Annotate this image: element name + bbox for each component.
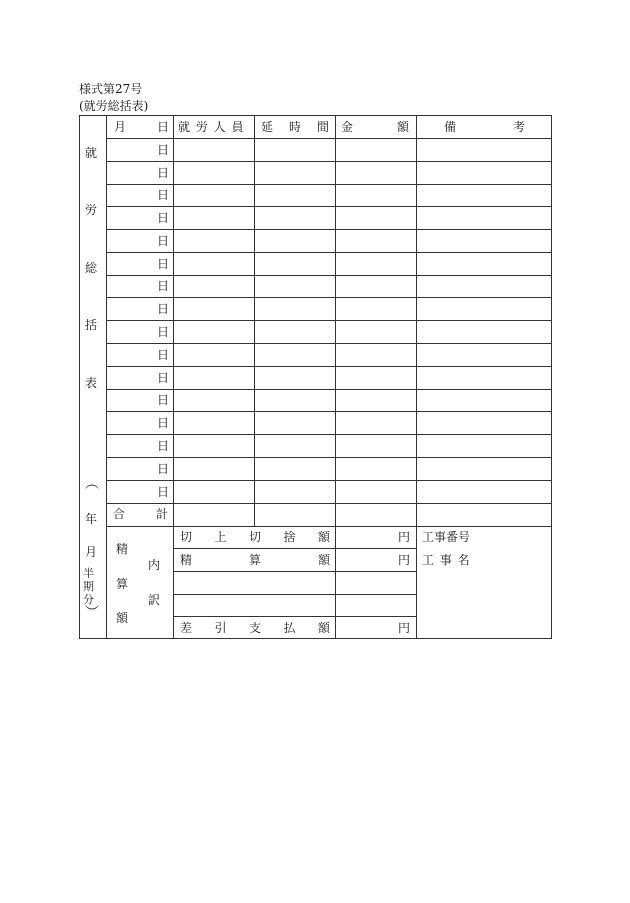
form-border-right [551, 115, 552, 639]
rounding-char: 切 [180, 530, 193, 544]
side-label-char: 総 [85, 261, 98, 275]
settlement-row-line [173, 548, 417, 549]
header-month: 月 [114, 120, 127, 134]
day-label: 日 [157, 211, 170, 225]
row-line [106, 252, 552, 253]
day-label: 日 [157, 188, 170, 202]
day-label: 日 [157, 143, 170, 157]
side-label-char: 労 [85, 203, 98, 217]
day-label: 日 [157, 325, 170, 339]
header-workers: 就 労 人 員 [178, 120, 245, 134]
header-day: 日 [157, 120, 170, 134]
row-line [106, 161, 552, 162]
row-line [106, 297, 552, 298]
rounding-char: 切 [248, 530, 261, 544]
row-line [106, 411, 552, 412]
row-line [106, 229, 552, 230]
row-line [106, 366, 552, 367]
row-line [106, 457, 552, 458]
period-label: 期 [83, 580, 94, 593]
divider-side-column [106, 115, 107, 639]
side-label [80, 115, 106, 639]
row-line [106, 503, 552, 504]
open-paren: ︵ [85, 476, 99, 492]
month-label: 月 [85, 545, 98, 559]
work-name-label: 工 事 名 [422, 553, 471, 567]
rounding-char: 捨 [283, 530, 296, 544]
half-label: 半 [83, 567, 94, 580]
deduction-amount-label [180, 621, 330, 635]
settlement-label-char: 額 [116, 611, 129, 625]
header-amount-char: 金 [341, 120, 354, 134]
row-line [106, 275, 552, 276]
day-label: 日 [157, 234, 170, 248]
work-number-label: 工事番号 [422, 530, 471, 544]
rounding-char: 上 [214, 530, 227, 544]
deduction-char: 差 [180, 621, 193, 635]
header-hours-char: 時 [288, 120, 301, 134]
yen-unit: 円 [398, 530, 411, 544]
year-label: 年 [85, 512, 98, 526]
day-label: 日 [157, 393, 170, 407]
row-line [106, 184, 552, 185]
form-border-bottom [79, 638, 552, 639]
yen-unit: 円 [398, 621, 411, 635]
rounding-char: 額 [317, 530, 330, 544]
row-line [106, 389, 552, 390]
row-line [106, 343, 552, 344]
total-char: 計 [155, 507, 168, 521]
deduction-char: 払 [283, 621, 296, 635]
settlement-row-line [173, 571, 417, 572]
row-line [106, 526, 552, 527]
rounding-amount-label [180, 530, 330, 544]
header-hours [261, 120, 329, 134]
header-remarks-char: 考 [512, 120, 525, 134]
breakdown-label-char: 内 [148, 558, 161, 572]
divider-hours-column [335, 115, 336, 639]
deduction-char: 引 [214, 621, 227, 635]
total-char: 合 [113, 507, 126, 521]
day-label: 日 [157, 371, 170, 385]
day-label: 日 [157, 302, 170, 316]
header-hours-char: 間 [316, 120, 329, 134]
settlement-label-char: 算 [116, 577, 129, 591]
portion-label: 分 [83, 593, 94, 606]
row-line [106, 434, 552, 435]
settlement-amount-label [180, 553, 330, 567]
header-remarks [444, 120, 525, 134]
form-border-top [79, 115, 552, 116]
breakdown-label-char: 訳 [148, 593, 161, 607]
side-label-char: 就 [85, 146, 98, 160]
divider-amount-column [416, 115, 417, 639]
deduction-char: 支 [248, 621, 261, 635]
day-label: 日 [157, 279, 170, 293]
day-label: 日 [157, 462, 170, 476]
side-label-char: 表 [85, 376, 98, 390]
yen-unit: 円 [398, 553, 411, 567]
form-subtitle: (就労総括表) [79, 99, 149, 113]
side-label-char: 括 [85, 318, 98, 332]
day-label: 日 [157, 416, 170, 430]
header-amount-char: 額 [396, 120, 409, 134]
settlement-row-line [173, 594, 417, 595]
settlement-label-char: 精 [116, 542, 129, 556]
form-number: 様式第27号 [79, 82, 143, 96]
day-label: 日 [157, 439, 170, 453]
settlement-char: 精 [180, 553, 193, 567]
day-label: 日 [157, 257, 170, 271]
header-amount [341, 120, 409, 134]
settlement-row-line [173, 616, 417, 617]
header-remarks-char: 備 [444, 120, 457, 134]
settlement-char: 算 [248, 553, 261, 567]
row-line [106, 138, 552, 139]
row-line [106, 206, 552, 207]
day-label: 日 [157, 485, 170, 499]
divider-date-column [173, 115, 174, 639]
total-label [113, 507, 168, 521]
deduction-char: 額 [317, 621, 330, 635]
close-paren: ︶ [85, 605, 99, 621]
settlement-char: 額 [317, 553, 330, 567]
day-label: 日 [157, 348, 170, 362]
day-label: 日 [157, 166, 170, 180]
header-hours-char: 延 [261, 120, 274, 134]
row-line [106, 480, 552, 481]
row-line [106, 320, 552, 321]
